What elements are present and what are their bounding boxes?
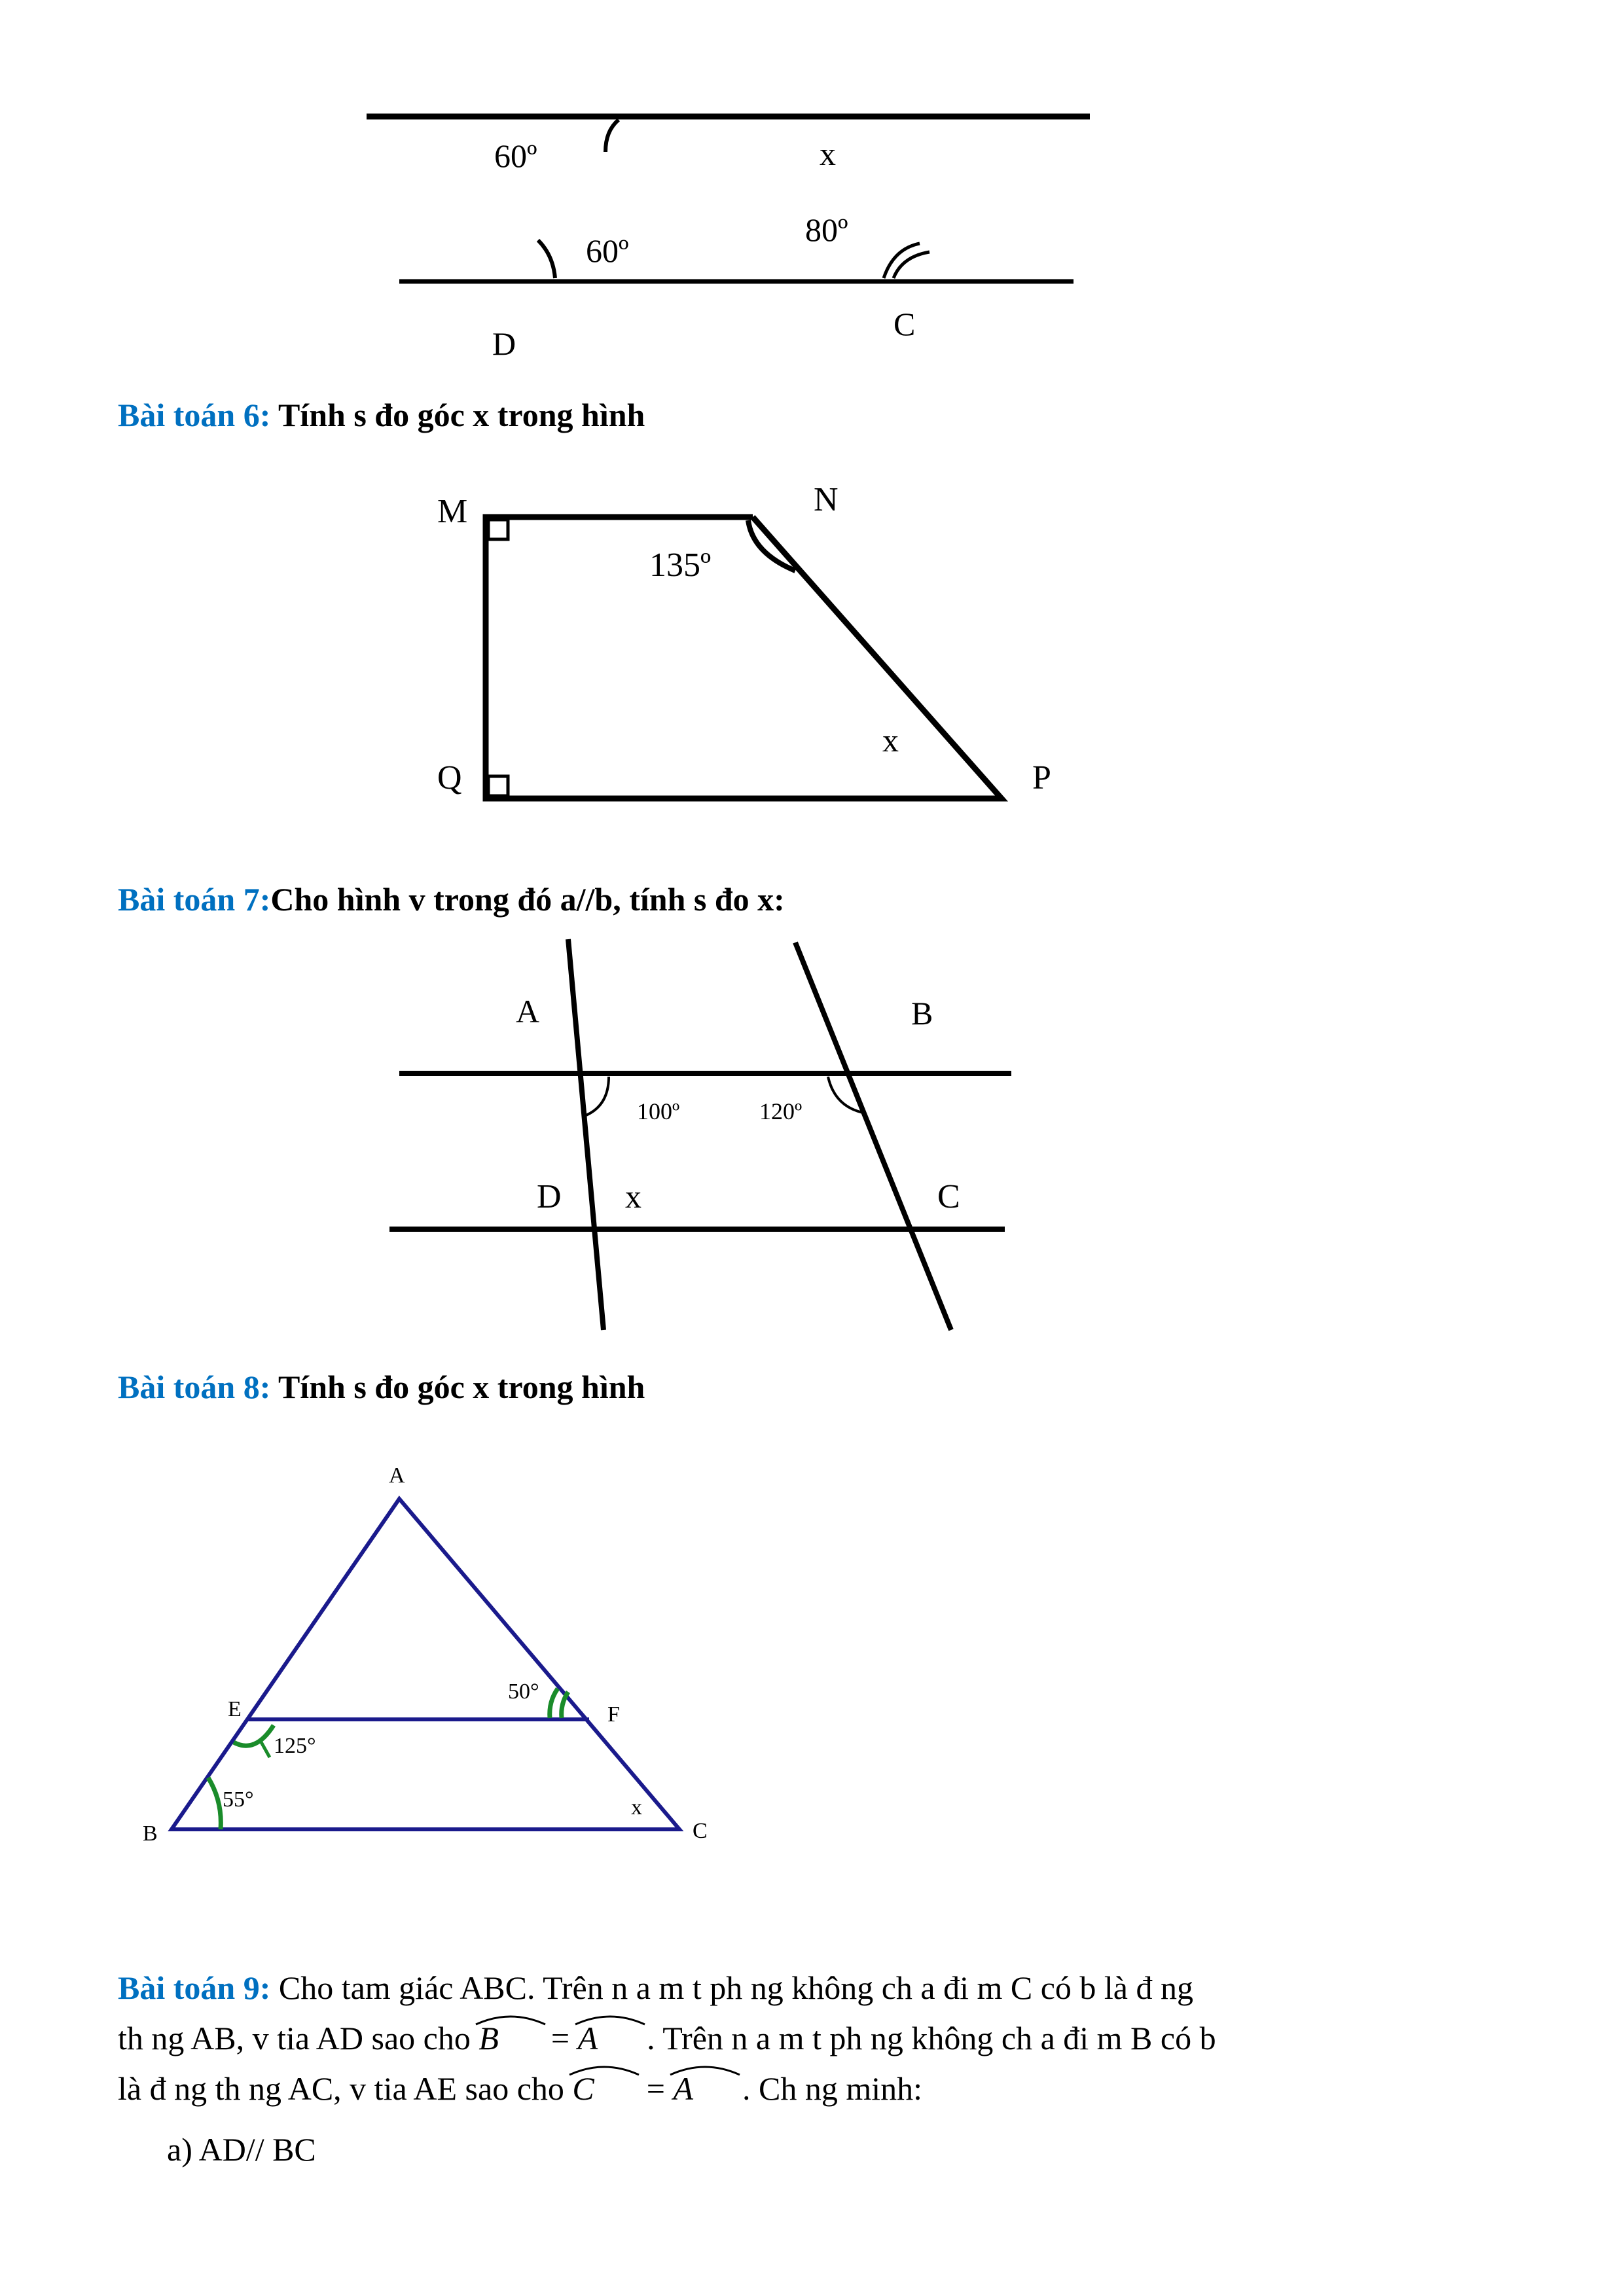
angle-label-top: 60º bbox=[494, 137, 537, 174]
problem-9-text-3b: . Ch ng minh: bbox=[742, 2070, 923, 2107]
point-a-label: A bbox=[516, 993, 540, 1030]
angle-label-50: 50° bbox=[508, 1679, 539, 1704]
angle-arc-f-1 bbox=[550, 1689, 558, 1718]
angle-label-100: 100º bbox=[637, 1098, 680, 1124]
problem-9-line-2 bbox=[118, 2019, 1216, 2057]
angle-a-expression bbox=[578, 2019, 598, 2057]
angle-c-expression bbox=[572, 2070, 594, 2108]
problem-9-line-1 bbox=[118, 1969, 1193, 2007]
angle-hat-c bbox=[568, 2060, 640, 2077]
angle-label-120: 120º bbox=[759, 1098, 803, 1124]
problem-7-text: Cho hình v trong đó a//b, tính s đo x: bbox=[270, 881, 785, 918]
point-b-label: B bbox=[143, 1821, 158, 1846]
point-b-label: B bbox=[911, 995, 933, 1031]
point-a-label: A bbox=[389, 1463, 405, 1488]
angle-label-right: 80º bbox=[805, 211, 848, 248]
point-c-label: C bbox=[937, 1178, 960, 1215]
angle-c-var: C bbox=[572, 2070, 594, 2107]
problem-9-text-2a: th ng AB, v tia AD sao cho bbox=[118, 2020, 479, 2056]
angle-b-var: B bbox=[478, 2020, 499, 2056]
point-n-label: N bbox=[814, 481, 839, 518]
point-f-label: F bbox=[607, 1702, 620, 1727]
angle-hat-b bbox=[475, 2010, 547, 2027]
problem-9-text-3a: là đ ng th ng AC, v tia AE sao cho bbox=[118, 2070, 573, 2107]
equals-2: = bbox=[646, 2070, 674, 2107]
point-p-label: P bbox=[1032, 759, 1051, 797]
problem-9-number: Bài toán 9: bbox=[118, 1969, 271, 2006]
angle-arc-b bbox=[208, 1778, 221, 1829]
problem-9-text-2b: . Trên n a m t ph ng không ch a đi m B có b bbox=[647, 2020, 1216, 2056]
angle-label-135: 135º bbox=[649, 547, 712, 584]
problem-8-text: Tính s đo góc x trong hình bbox=[270, 1369, 645, 1405]
angle-hat-a bbox=[574, 2010, 646, 2027]
angle-a2-var: A bbox=[673, 2070, 693, 2107]
x-label: x bbox=[882, 722, 899, 759]
point-m-label: M bbox=[437, 493, 468, 530]
angle-a2-expression bbox=[673, 2070, 693, 2108]
problem-8-number: Bài toán 8: bbox=[118, 1369, 271, 1405]
angle-a-var: A bbox=[577, 2020, 598, 2056]
point-e-label: E bbox=[228, 1697, 242, 1721]
problem-9-item-a bbox=[167, 2130, 316, 2168]
equals-1: = bbox=[550, 2020, 578, 2056]
angle-hat-a2 bbox=[669, 2060, 741, 2077]
point-c-label: C bbox=[693, 1819, 708, 1843]
problem-6-number: Bài toán 6: bbox=[118, 397, 271, 433]
angle-label-mid: 60º bbox=[586, 232, 629, 269]
problem-9-line-3 bbox=[118, 2070, 922, 2108]
angle-b-expression bbox=[478, 2019, 499, 2057]
x-label: x bbox=[820, 135, 836, 172]
angle-arc-f-2 bbox=[562, 1692, 568, 1718]
x-label: x bbox=[631, 1795, 642, 1820]
x-label: x bbox=[625, 1178, 641, 1215]
problem-7-number: Bài toán 7: bbox=[118, 881, 271, 918]
triangle-abc bbox=[171, 1499, 679, 1829]
angle-label-125: 125° bbox=[274, 1734, 316, 1758]
problem-6-text: Tính s đo góc x trong hình bbox=[270, 397, 645, 433]
point-q-label: Q bbox=[437, 759, 462, 797]
point-d-label: D bbox=[492, 325, 516, 362]
angle-tick-e bbox=[261, 1741, 270, 1757]
point-d-label: D bbox=[537, 1178, 562, 1215]
item-a-text: a) AD// BC bbox=[167, 2131, 316, 2168]
point-c-label: C bbox=[893, 306, 916, 342]
problem-9-text-1: Cho tam giác ABC. Trên n a m t ph ng không ch a đi m C có b là đ ng bbox=[270, 1969, 1194, 2006]
angle-label-55: 55° bbox=[223, 1787, 254, 1812]
